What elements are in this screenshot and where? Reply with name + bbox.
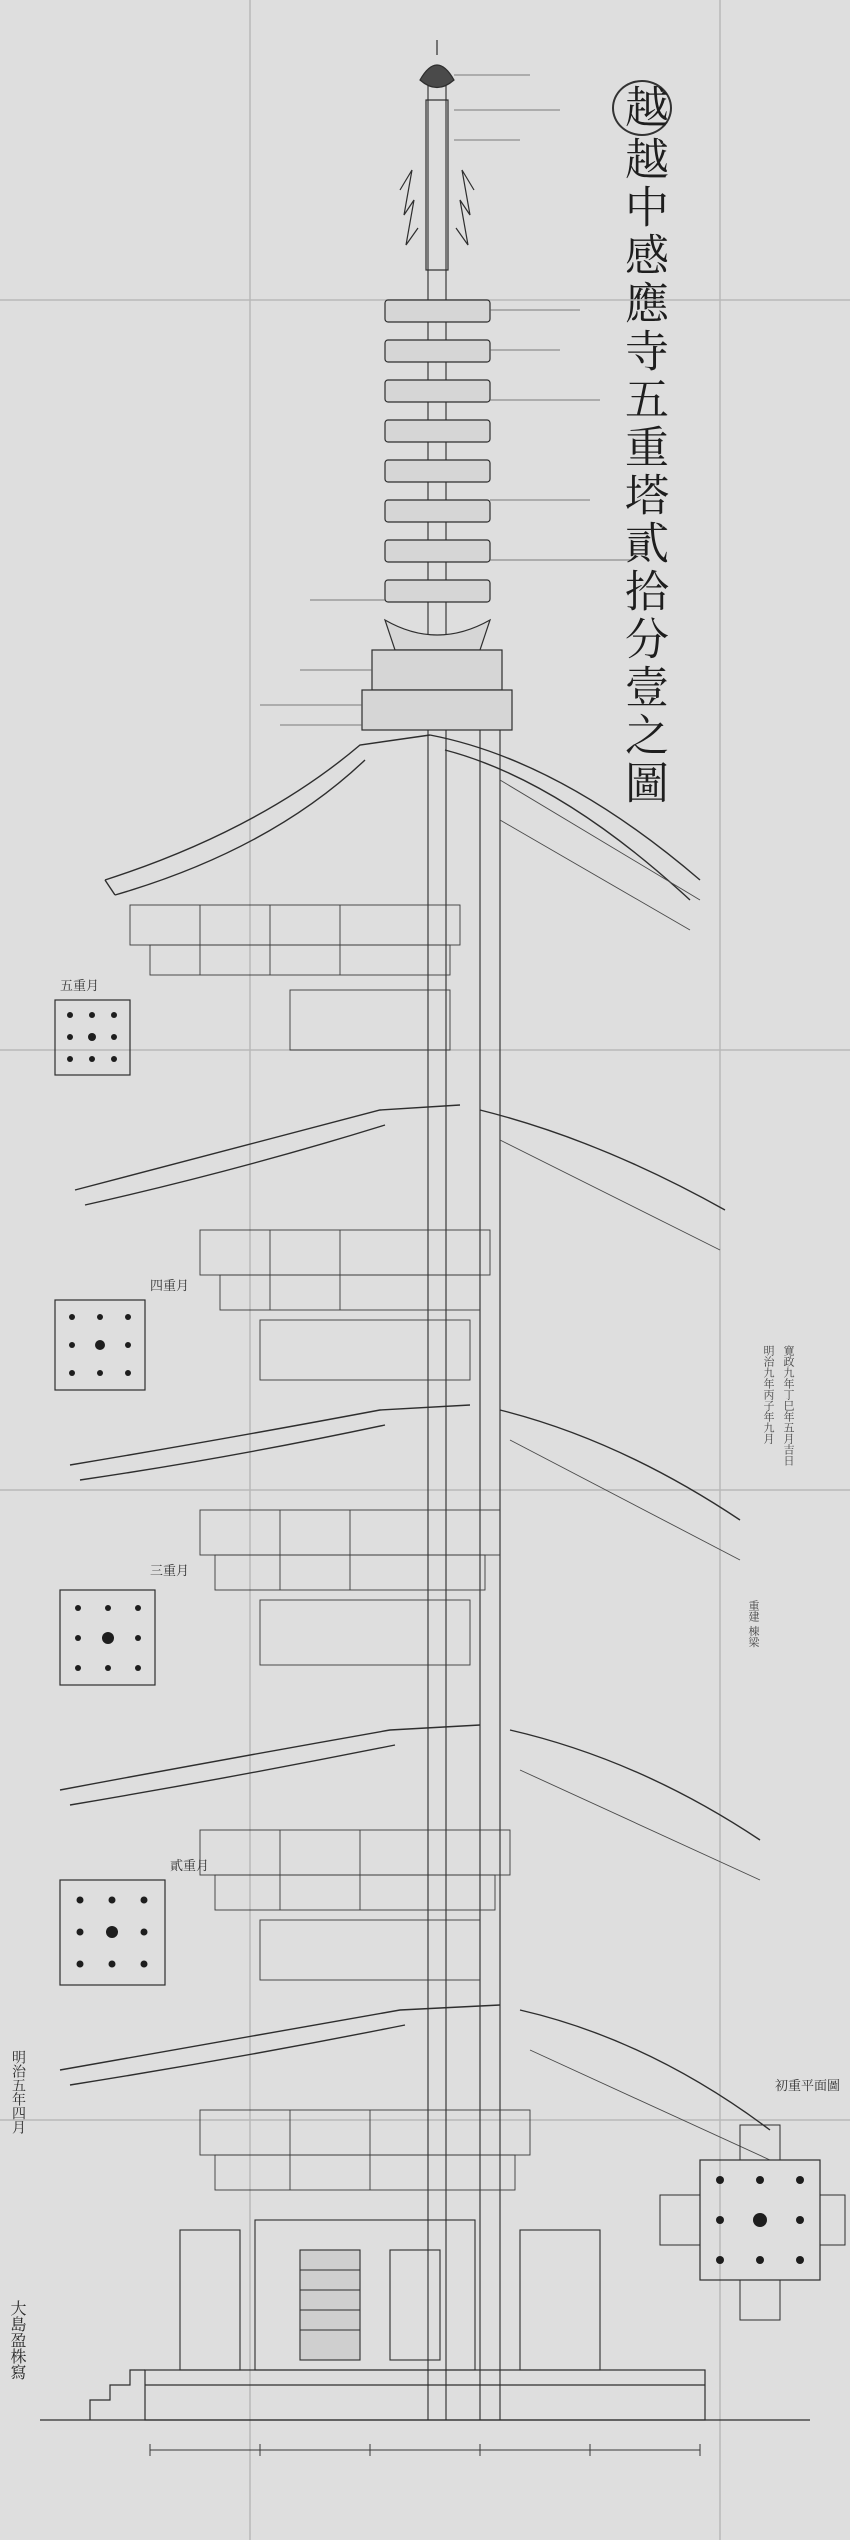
plan-fifth bbox=[55, 979, 130, 1075]
plan-first bbox=[660, 2079, 845, 2320]
plan-second-label: 貳重月 bbox=[170, 1859, 210, 1874]
date-note: 明治五年四月 bbox=[10, 2050, 26, 2134]
plan-third bbox=[60, 1564, 189, 1685]
inscription-note-c: 重建 棟梁 bbox=[747, 1600, 760, 1648]
scale-bar bbox=[150, 2444, 700, 2456]
bracketing-third bbox=[200, 1510, 500, 1665]
finial-sorin bbox=[400, 40, 474, 270]
roof-fifth bbox=[105, 735, 700, 900]
roof-fourth bbox=[75, 1105, 725, 1210]
sorin-rings bbox=[362, 300, 512, 730]
title-text: 越中感應寺五重塔貳拾分壹之圖 bbox=[617, 136, 668, 808]
plan-fourth-label: 四重月 bbox=[150, 1279, 190, 1294]
ground-storey bbox=[180, 2220, 600, 2370]
bracketing-fifth bbox=[130, 905, 460, 1050]
plan-fifth-label: 五重月 bbox=[60, 979, 100, 994]
plan-third-label: 三重月 bbox=[150, 1564, 190, 1579]
inscription-note-b: 明治九年丙子年九月 bbox=[762, 1345, 775, 1444]
section-rafters bbox=[500, 780, 770, 2160]
plan-second bbox=[60, 1858, 209, 1985]
roof-third bbox=[70, 1405, 740, 1520]
stone-podium bbox=[40, 2370, 810, 2420]
bracketing-second bbox=[200, 1830, 510, 1980]
title-seal: 越 bbox=[612, 80, 672, 136]
author-note: 大島盈株寫 bbox=[8, 2300, 27, 2380]
inscription-note-a: 寛政九年丁巳年五月吉日 bbox=[782, 1345, 795, 1466]
plan-fourth bbox=[55, 1279, 189, 1390]
roof-second bbox=[60, 1725, 760, 1840]
plan-first-label: 初重平面圖 bbox=[775, 2079, 841, 2094]
